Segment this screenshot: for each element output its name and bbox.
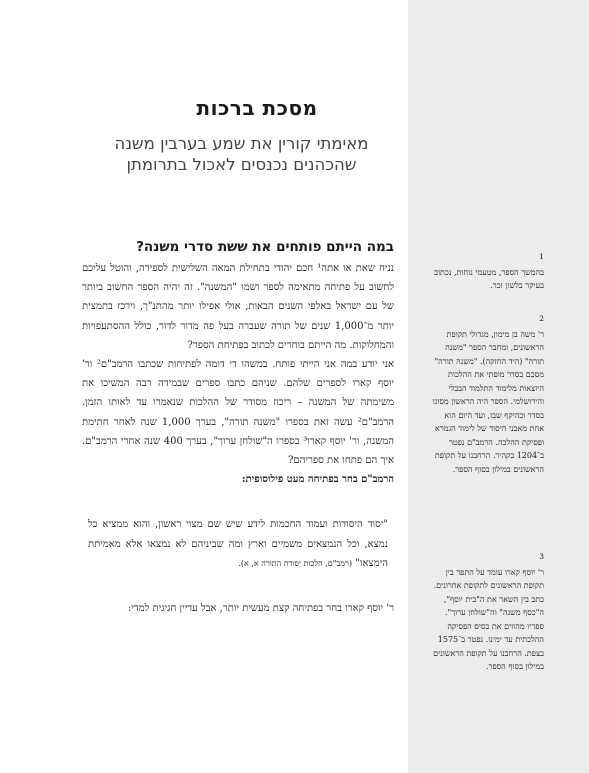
page-title: מסכת ברכות: [196, 96, 318, 120]
paragraph-1: נניח שאת או אתה¹ חכם יהודי בתחילת המאה השלישית לספירה, והוטל עליכם לחשוב על פתיחה מתאימה לספר ושמו "המשנה". זה יהיה הספר החשוב ביותר של עם ישראל באלפי השנים הבאות, אולי אפילו יותר מהתנ"ך, וירכז בתמצית יותר מ־1,000 שנים של תורה שעברה בעל פה מדור לדור, כולל ההסתעפויות והמחלוקות. מה הייתם בוחרים לכתוב בפתיחת הספר?: [82, 263, 394, 351]
paragraph-2: אני יודע במה אני הייתי פותח. במשהו די דומה לפתיחות שכתבו הרמב"ם² ור' יוסף קארו לספרים שלהם. שניהם כתבו ספרים שבמידה רבה המשיכו את משימתה של המשנה – ריכוז מסודר של ההלכות שנאמרו עד לאותו הזמן. הרמב"ם² עשה זאת בספרו "משנה תורה", בערך 1,000 שנה לאחר חתימת המשנה, ור' יוסף קארו³ בספרו ה"שולחן ערוך", בערך 400 שנה אחרי הרמב"ם. איך הם פתחו את ספריהם?: [82, 359, 394, 467]
quote-text: "יסוד היסודות ועמוד החכמות לידע שיש שם מצוי ראשון, והוא ממציא כל נמצא, וכל הנמצאים משמיים וארץ ומה שביניהם לא נמצאו אלא מאמיתת הימצאו": [88, 519, 388, 569]
subtitle-line-2: שהכהנים נכנסים לאכול בתרומתן: [126, 155, 357, 174]
section-heading: במה הייתם פותחים את ששת סדרי משנה?: [136, 239, 394, 255]
footnote-text: בהמשך הספר, מטעמי נוחות, נכתוב בעיקר בלשון זכר.: [434, 267, 544, 290]
footnote-2: [428, 312, 544, 476]
block-quote: [82, 515, 394, 573]
footnote-1: [428, 250, 544, 293]
subtitle-line-1: מאימתי קורין את שמע בערבין משנה: [114, 134, 369, 153]
footnote-number: 1: [539, 252, 544, 261]
footnote-text: ר' יוסף קארו עומד על התפר בין תקופת הראשונים לתקופת אחרונים. כתב בין השאר את ה"בית יוסף", ה"כסף משנה" וה"שולחן ערוך". ספריו מהווים את בסיס הפסיקה ההלכתית עד ימינו. נפטר ב־1575 בצפת. הרחבנו על תקופת הראשונים במילון בסוף הספר.: [433, 567, 544, 671]
footnote-text: ר' משה בן מימון, מגדולי תקופת הראשונים, ומחבר הספר "משנה תורה" (היד החזקה). "משנה תורה" מסכם בסדר מופתי את ההלכות היוצאות מלימוד התלמוד הבבלי והירושלמי. הספר היה הראשון מסוגו בסדר ובהיקף שבו, ועד היום הוא אחת מאבני היסוד של לימוד הגמרא ופסיקת ההלכה. הרמב"ם נפטר ב־1204 בקהיר. הרחבנו על תקופת הראשונים במילון בסוף הספר.: [432, 329, 544, 474]
page-subtitle: [82, 133, 401, 175]
quote-source: (רמב"ם, הלכות יסודה התורה א, א).: [238, 558, 353, 568]
paragraph-3: הרמב"ם בחר בפתיחה מעט פילוסופית:: [241, 474, 394, 486]
footnote-number: 2: [539, 314, 544, 323]
footnote-number: 3: [539, 552, 544, 561]
main-text: [82, 238, 394, 618]
footnote-3: [428, 550, 544, 674]
paragraph-4: ר' יוסף קארו בחר בפתיחה קצת מעשית יותר, אבל עדיין חגיגית למדי:: [127, 603, 394, 615]
